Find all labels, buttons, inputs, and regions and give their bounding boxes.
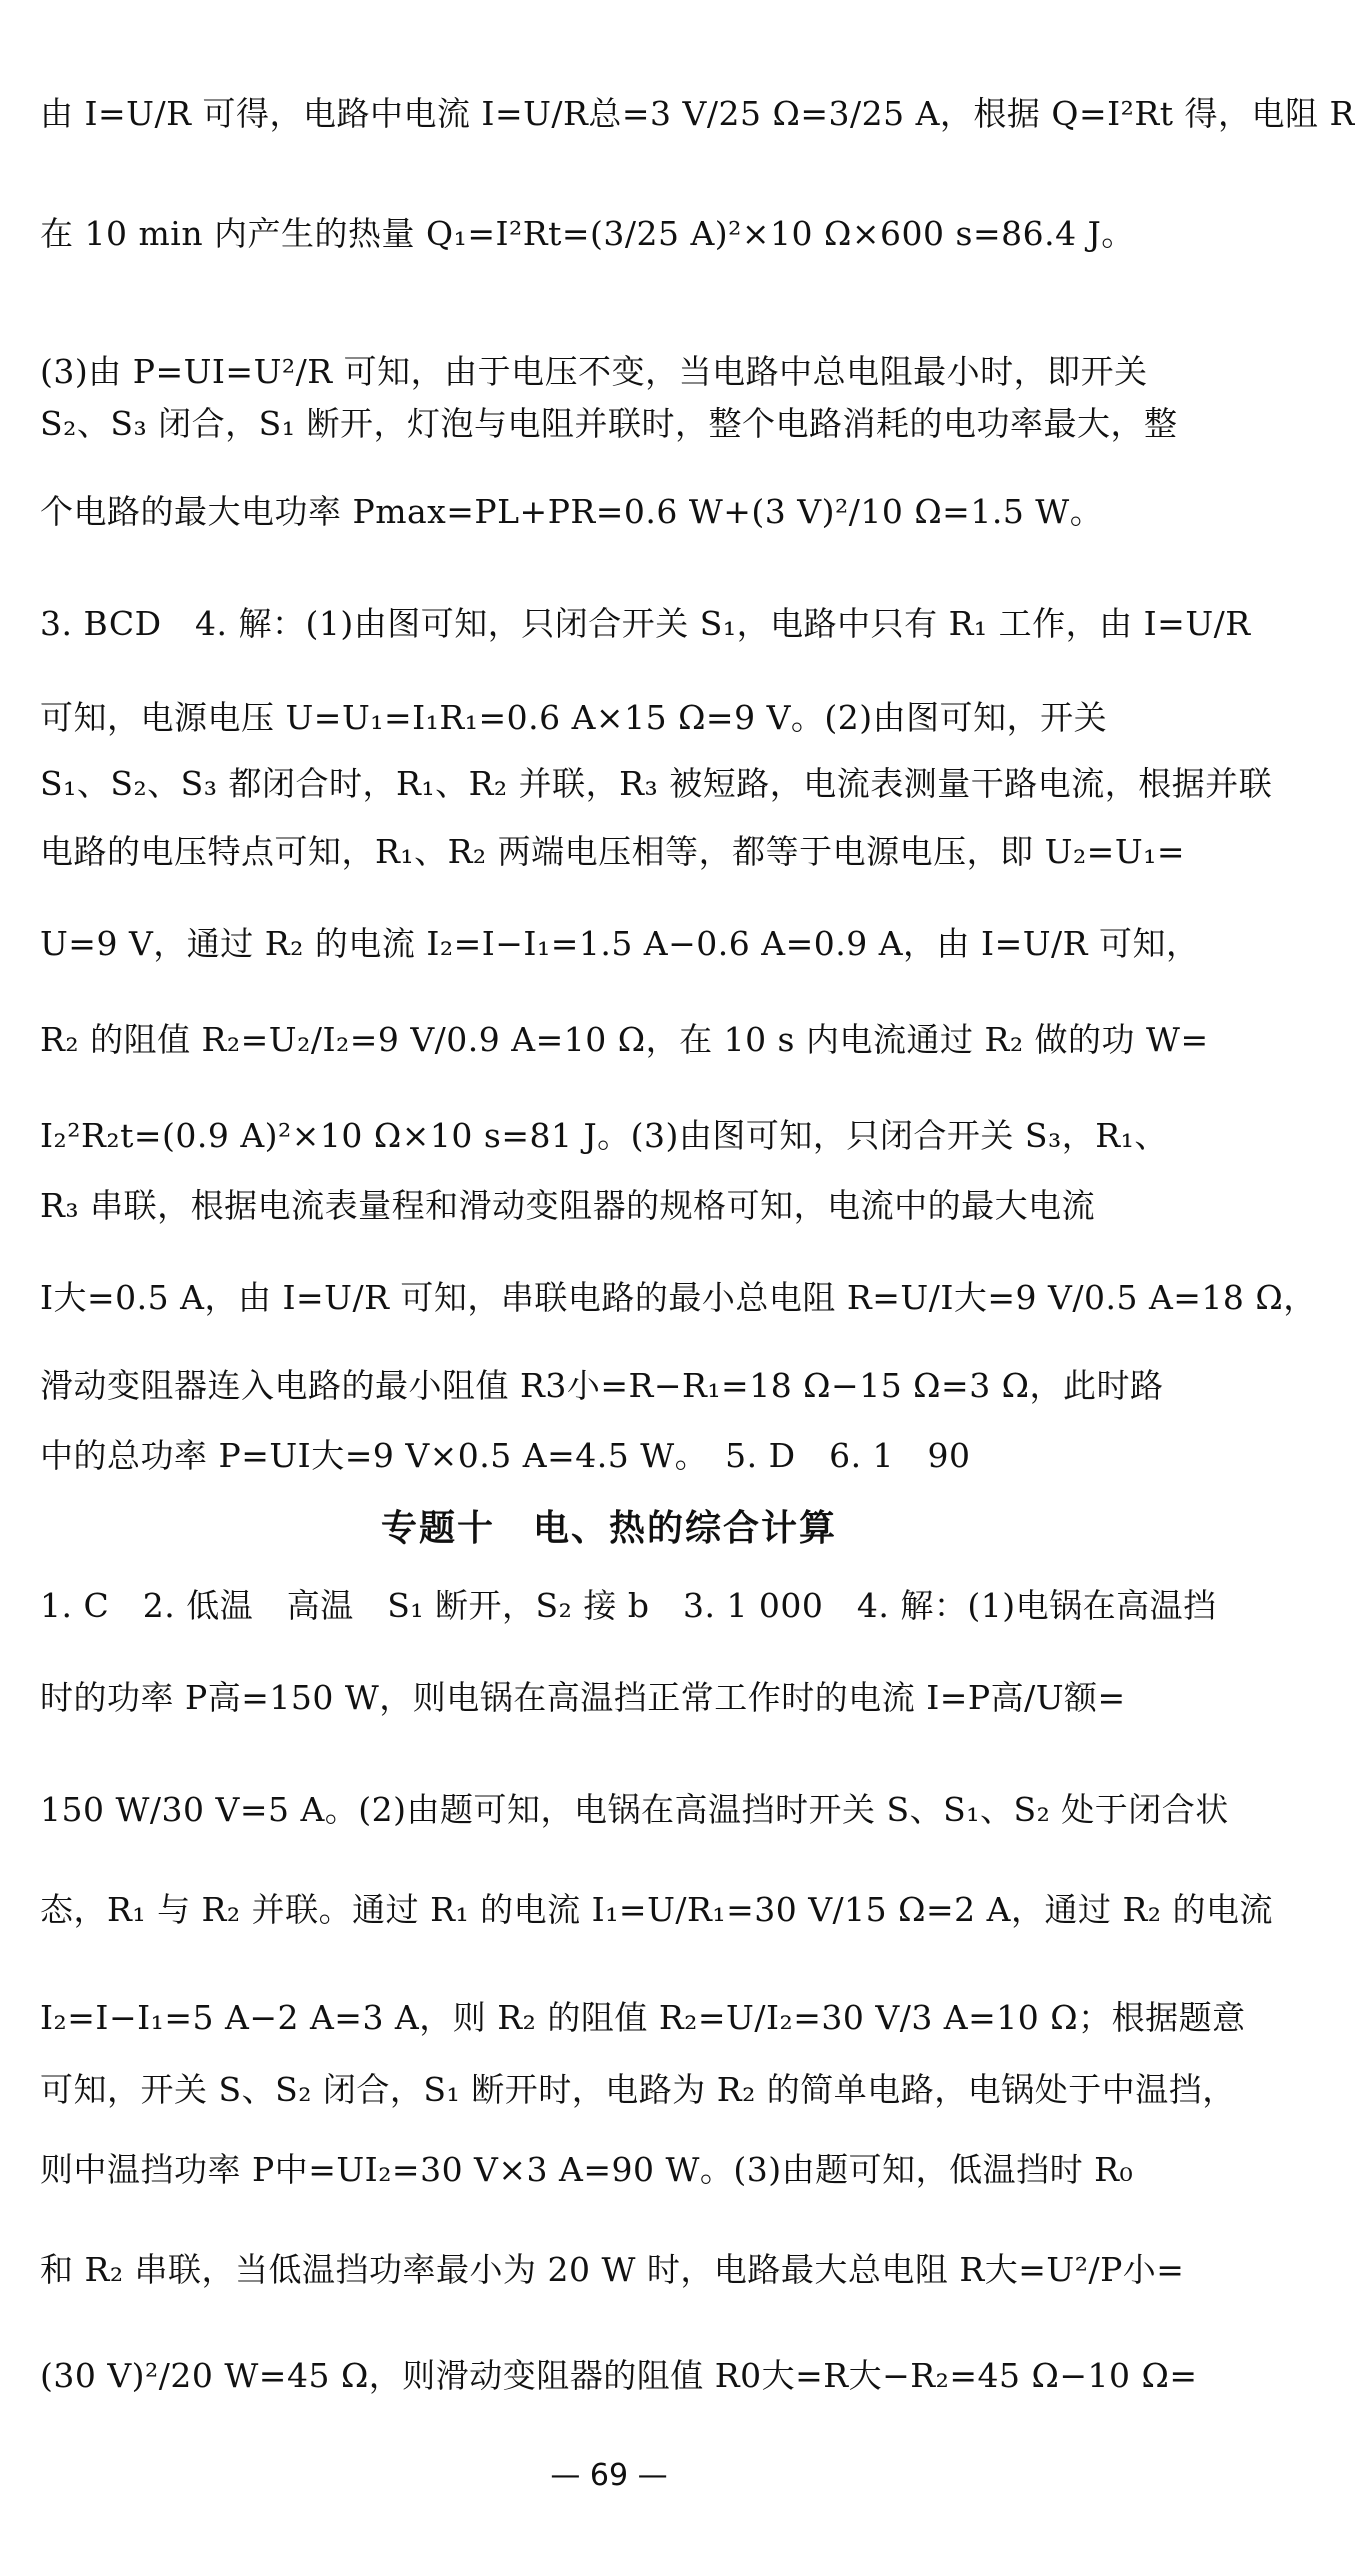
text-line: S₁、S₂、S₃ 都闭合时，R₁、R₂ 并联，R₃ 被短路，电流表测量干路电流，根据并联 — [40, 764, 1273, 803]
text-line: 时的功率 P高=150 W，则电锅在高温挡正常工作时的电流 I=P高/U额= — [40, 1678, 1126, 1717]
text-line: S₂、S₃ 闭合，S₁ 断开，灯泡与电阻并联时，整个电路消耗的电功率最大，整 — [40, 404, 1178, 443]
text-line: 中的总功率 P=UI大=9 V×0.5 A=4.5 W。 5. D 6. 1 90 — [40, 1436, 971, 1475]
text-line: R₃ 串联，根据电流表量程和滑动变阻器的规格可知，电流中的最大电流 — [40, 1186, 1096, 1225]
text-line: 则中温挡功率 P中=UI₂=30 V×3 A=90 W。(3)由题可知，低温挡时 R₀ — [40, 2150, 1134, 2189]
text-line: U=9 V，通过 R₂ 的电流 I₂=I−I₁=1.5 A−0.6 A=0.9 A，由 I=U/R 可知， — [40, 924, 1200, 963]
text-line: 和 R₂ 串联，当低温挡功率最小为 20 W 时，电路最大总电阻 R大=U²/P小= — [40, 2250, 1185, 2289]
text-line: 个电路的最大电功率 Pmax=PL+PR=0.6 W+(3 V)²/10 Ω=1.5 W。 — [40, 492, 1104, 531]
text-line: 态，R₁ 与 R₂ 并联。通过 R₁ 的电流 I₁=U/R₁=30 V/15 Ω=2 A，通过 R₂ 的电流 — [40, 1890, 1274, 1929]
text-line: 1. C 2. 低温 高温 S₁ 断开，S₂ 接 b 3. 1 000 4. 解：(1)电锅在高温挡 — [40, 1586, 1217, 1625]
text-line: I₂²R₂t=(0.9 A)²×10 Ω×10 s=81 J。(3)由图可知，只闭合开关 S₃，R₁、 — [40, 1116, 1168, 1155]
page-number: — 69 — — [550, 2458, 668, 2493]
text-line: R₂ 的阻值 R₂=U₂/I₂=9 V/0.9 A=10 Ω，在 10 s 内电流通过 R₂ 做的功 W= — [40, 1020, 1209, 1059]
text-line: I₂=I−I₁=5 A−2 A=3 A，则 R₂ 的阻值 R₂=U/I₂=30 V/3 A=10 Ω；根据题意 — [40, 1998, 1246, 2037]
text-line: I大=0.5 A，由 I=U/R 可知，串联电路的最小总电阻 R=U/I大=9 V/0.5 A=18 Ω， — [40, 1278, 1317, 1317]
section-heading: 专题十 电、热的综合计算 — [380, 1508, 837, 1549]
text-line: 在 10 min 内产生的热量 Q₁=I²Rt=(3/25 A)²×10 Ω×600 s=86.4 J。 — [40, 214, 1135, 253]
text-line: 可知，开关 S、S₂ 闭合，S₁ 断开时，电路为 R₂ 的简单电路，电锅处于中温挡， — [40, 2070, 1236, 2109]
text-line: (30 V)²/20 W=45 Ω，则滑动变阻器的阻值 R0大=R大−R₂=45 Ω−10 Ω= — [40, 2356, 1198, 2395]
text-line: 150 W/30 V=5 A。(2)由题可知，电锅在高温挡时开关 S、S₁、S₂ 处于闭合状 — [40, 1790, 1229, 1829]
text-line: (3)由 P=UI=U²/R 可知，由于电压不变，当电路中总电阻最小时，即开关 — [40, 352, 1148, 391]
text-line: 3. BCD 4. 解：(1)由图可知，只闭合开关 S₁，电路中只有 R₁ 工作，由 I=U/R — [40, 604, 1251, 643]
text-line: 由 I=U/R 可得，电路中电流 I=U/R总=3 V/25 Ω=3/25 A，根据 Q=I²Rt 得，电阻 R — [40, 94, 1355, 133]
text-line: 电路的电压特点可知，R₁、R₂ 两端电压相等，都等于电源电压，即 U₂=U₁= — [40, 832, 1186, 871]
text-line: 可知，电源电压 U=U₁=I₁R₁=0.6 A×15 Ω=9 V。(2)由图可知，开关 — [40, 698, 1108, 737]
text-line: 滑动变阻器连入电路的最小阻值 R3小=R−R₁=18 Ω−15 Ω=3 Ω，此时路 — [40, 1366, 1164, 1405]
